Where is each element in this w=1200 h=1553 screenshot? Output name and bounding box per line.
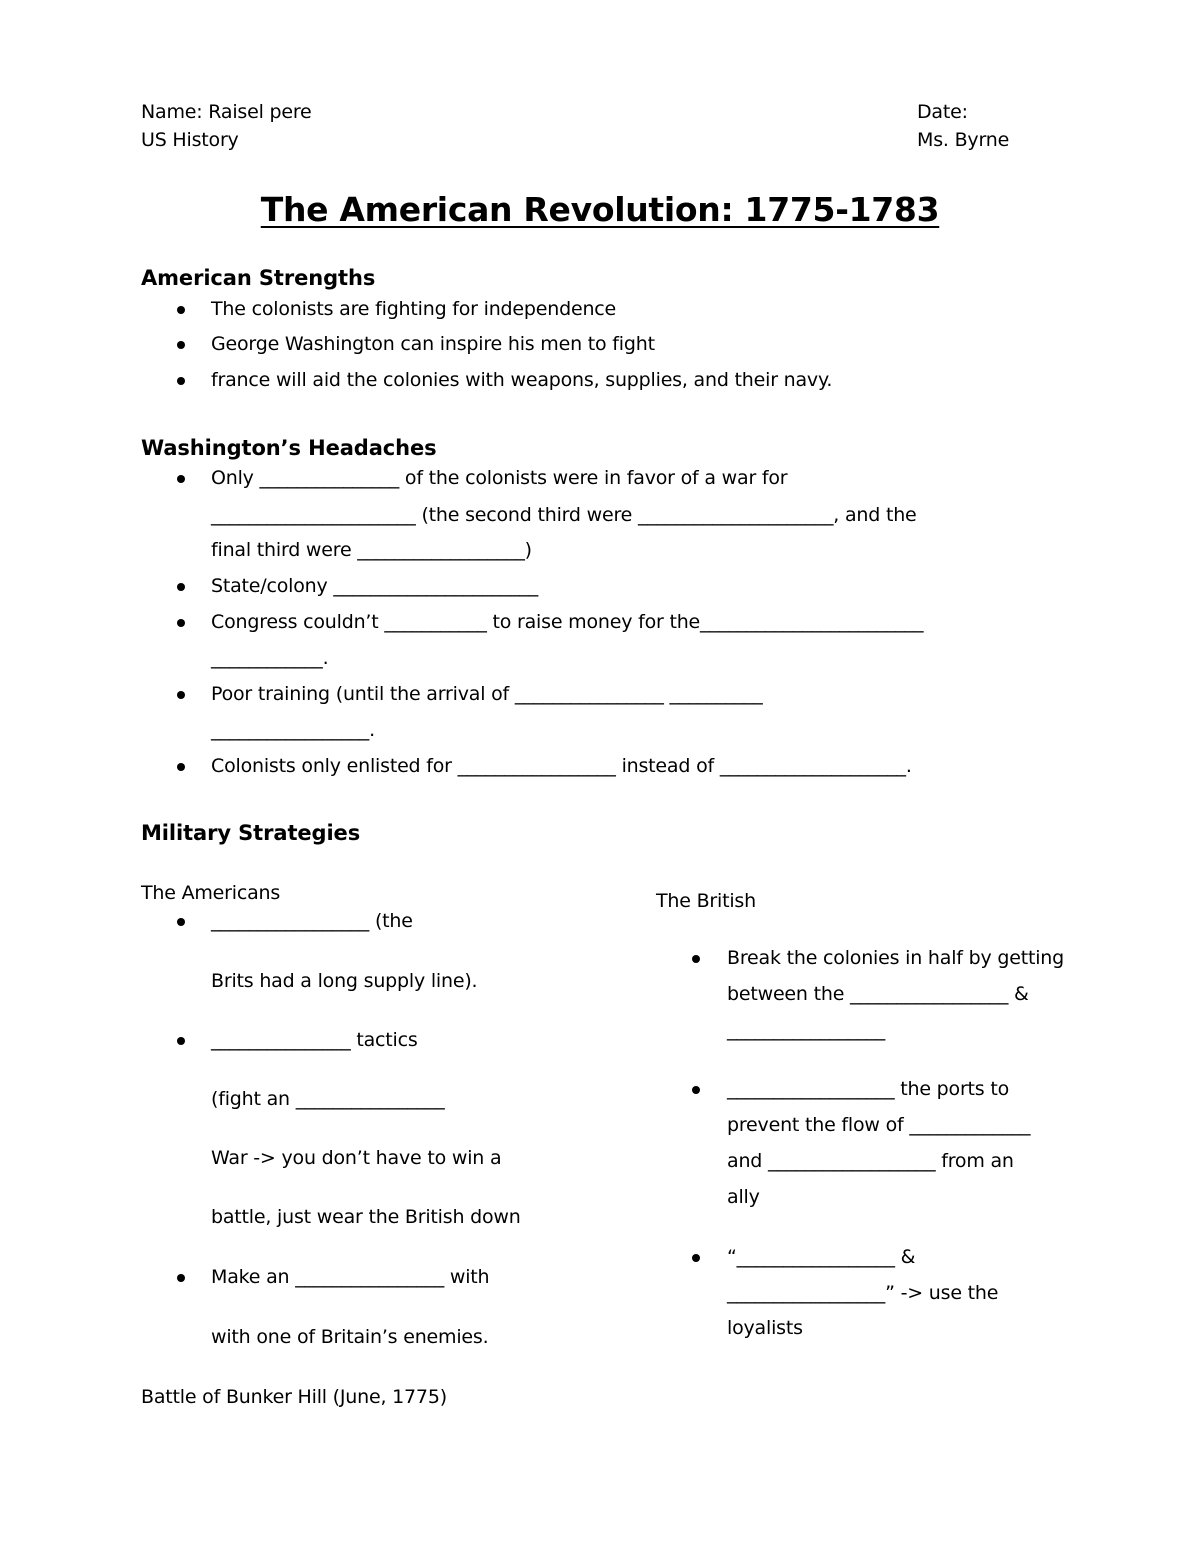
headaches-heading: Washington’s Headaches [141, 436, 437, 460]
list-item-continued: ______________________ (the second third were _____________________, and the [211, 504, 917, 526]
list-item-continued: loyalists [727, 1317, 803, 1339]
bullet-icon [177, 341, 185, 349]
list-item: Make an ________________ with [211, 1266, 490, 1288]
bullet-icon [177, 306, 185, 314]
list-item: __________________ the ports to [727, 1078, 1010, 1100]
bullet-icon [177, 691, 185, 699]
bullet-icon [177, 1037, 185, 1045]
date-label: Date: [917, 101, 968, 123]
list-item: The colonists are fighting for independence [211, 298, 617, 320]
strengths-heading: American Strengths [141, 266, 376, 290]
class-name: US History [141, 129, 239, 151]
list-item-continued: final third were __________________) [211, 539, 532, 561]
list-item: _________________ (the [211, 910, 413, 932]
british-label: The British [656, 890, 756, 912]
bullet-icon [177, 619, 185, 627]
list-item-continued: _________________. [211, 719, 375, 741]
list-item-continued: ____________. [211, 647, 329, 669]
bullet-icon [177, 583, 185, 591]
bullet-icon [692, 1254, 700, 1262]
list-item: france will aid the colonies with weapons, supplies, and their navy. [211, 369, 833, 391]
teacher-name: Ms. Byrne [917, 129, 1010, 151]
bullet-icon [177, 1274, 185, 1282]
list-item: Colonists only enlisted for _________________ instead of ____________________. [211, 755, 912, 777]
battle-heading: Battle of Bunker Hill (June, 1775) [141, 1386, 447, 1408]
student-name: Name: Raisel pere [141, 101, 312, 123]
page-title: The American Revolution: 1775-1783 [260, 190, 940, 229]
bullet-icon [177, 763, 185, 771]
list-item: _______________ tactics [211, 1029, 418, 1051]
bullet-icon [177, 475, 185, 483]
list-item: George Washington can inspire his men to fight [211, 333, 655, 355]
list-item-continued: battle, just wear the British down [211, 1206, 521, 1228]
list-item: Poor training (until the arrival of ________________ __________ [211, 683, 763, 705]
list-item-continued: War -> you don’t have to win a [211, 1147, 502, 1169]
list-item-continued: and __________________ from an [727, 1150, 1014, 1172]
list-item: State/colony ______________________ [211, 575, 538, 597]
list-item-continued: between the _________________ & [727, 983, 1029, 1005]
bullet-icon [177, 918, 185, 926]
bullet-icon [177, 377, 185, 385]
list-item-continued: with one of Britain’s enemies. [211, 1326, 489, 1348]
list-item: Congress couldn’t ___________ to raise money for the________________________ [211, 611, 924, 633]
list-item-continued: _________________ [727, 1019, 886, 1041]
list-item-continued: Brits had a long supply line). [211, 970, 478, 992]
list-item-continued: prevent the flow of _____________ [727, 1114, 1031, 1136]
americans-label: The Americans [141, 882, 281, 904]
list-item: Break the colonies in half by getting [727, 947, 1064, 969]
list-item: “_________________ & [727, 1246, 916, 1268]
list-item-continued: ally [727, 1186, 760, 1208]
list-item: Only _______________ of the colonists were in favor of a war for [211, 467, 788, 489]
bullet-icon [692, 955, 700, 963]
list-item-continued: (fight an ________________ [211, 1088, 445, 1110]
bullet-icon [692, 1086, 700, 1094]
list-item-continued: _________________” -> use the [727, 1282, 999, 1304]
military-heading: Military Strategies [141, 821, 361, 845]
